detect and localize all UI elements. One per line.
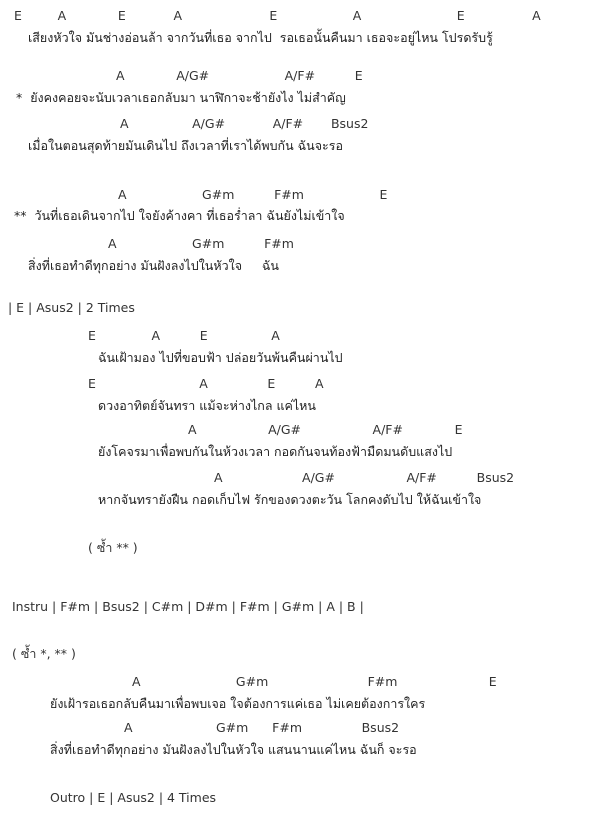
chord-line: A G#m F#m E (132, 674, 497, 689)
chord-line: A A/G# A/F# Bsus2 (120, 116, 369, 131)
chord-line: E A E A (88, 376, 324, 391)
repeat-note: ( ซ้ำ ** ) (88, 540, 138, 555)
lyric-line: สิ่งที่เธอทำดีทุกอย่าง มันฝังลงไปในหัวใจ แสนนานแค่ไหน ฉันก็ จะรอ (50, 742, 417, 757)
chord-line: A G#m F#m Bsus2 (124, 720, 400, 735)
chord-line: A A/G# A/F# E (116, 68, 363, 83)
chord-line: E A E A E A E A (14, 8, 541, 23)
outro-line: Outro | E | Asus2 | 4 Times (50, 790, 217, 805)
instrumental-line: Instru | F#m | Bsus2 | C#m | D#m | F#m | G#m | A | B | (12, 599, 364, 614)
lyric-line: เมื่อในตอนสุดท้ายมันเดินไป ถึงเวลาที่เราได้พบกัน ฉันจะรอ (28, 138, 343, 153)
chord-line: A G#m F#m E (118, 187, 388, 202)
repeat-note: ( ซ้ำ *, ** ) (12, 646, 76, 661)
lyric-line: เสียงหัวใจ มันช่างอ่อนล้า จากวันที่เธอ จากไป รอเธอนั้นคืนมา เธอจะอยู่ไหน โปรดรับรู้ (28, 30, 493, 45)
lyric-line: ดวงอาทิตย์จันทรา แม้จะห่างไกล แค่ไหน (98, 398, 316, 413)
chord-line: A A/G# A/F# E (188, 422, 463, 437)
section-note: | E | Asus2 | 2 Times (8, 300, 135, 315)
chord-line: E A E A (88, 328, 280, 343)
lyric-line: ฉันเฝ้ามอง ไปที่ขอบฟ้า ปล่อยวันพ้นคืนผ่านไป (98, 350, 343, 365)
lyric-line: ** วันที่เธอเดินจากไป ใจยังค้างคา ที่เธอร่ำลา ฉันยังไม่เข้าใจ (14, 208, 345, 223)
lyric-line: * ยังคงคอยจะนับเวลาเธอกลับมา นาฬิกาจะช้ายังไง ไม่สำคัญ (16, 90, 346, 105)
chord-line: A A/G# A/F# Bsus2 (214, 470, 515, 485)
lyric-line: หากจันทรายังฝืน กอดเก็บไฟ รักของดวงตะวัน โลกคงดับไป ให้ฉันเข้าใจ (98, 492, 482, 507)
chord-line: A G#m F#m (108, 236, 294, 251)
lyric-line: สิ่งที่เธอทำดีทุกอย่าง มันฝังลงไปในหัวใจ ฉัน (28, 258, 279, 273)
lyric-line: ยังเฝ้ารอเธอกลับคืนมาเพื่อพบเจอ ใจต้องการแค่เธอ ไม่เคยต้องการใคร (50, 696, 426, 711)
lyric-line: ยังโคจรมาเพื่อพบกันในห้วงเวลา กอดกันจนท้องฟ้ามืดมนดับแสงไป (98, 444, 453, 459)
